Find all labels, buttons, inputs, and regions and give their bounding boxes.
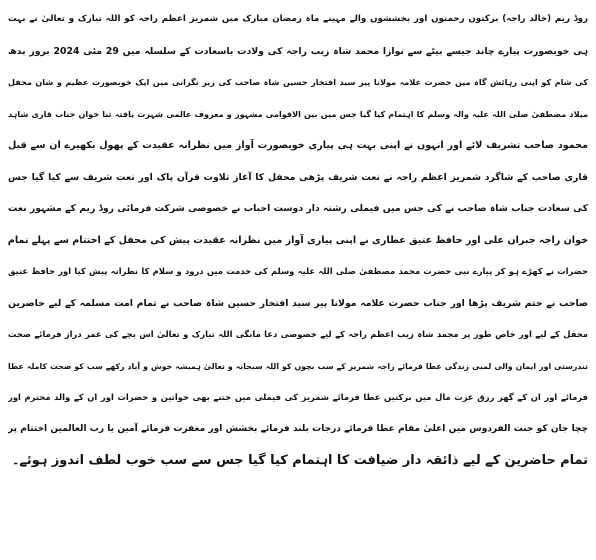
article-line: قاری صاحب کے شاگرد شمریز اعظم راجہ نے نعت شریف پڑھی محفل کا آغاز تلاوت قرآن پاک اور نعت شریف سے کیا گیا جس: [8, 171, 588, 183]
article-line: تمام حاضرین کے لیے ذائقہ دار ضیافت کا اہتمام کیا گیا جس سے سب خوب لطف اندوز ہوئے۔: [11, 453, 588, 468]
article-line: چچا جان کو جنت الفردوس میں اعلیٰ مقام عطا فرمائے درجات بلند فرمائے بخشش اور مغفرت فرمائے آمین یا رب العالمین اختتام پر: [8, 423, 588, 434]
article-line: محفل کے لیے اور خاص طور پر محمد شاہ زیب اعظم راجہ کے لیے خصوصی دعا مانگی اللہ تبارک و تعالیٰ اس بچے کی عمر دراز فرمائے صحت: [8, 329, 588, 339]
article-line: کی سعادت جناب شاہ صاحب نے کی جس میں فیملی رشتہ دار دوست احباب نے خصوصی شرکت فرمائی روڈ ریم کے مشہور نعت: [8, 203, 588, 214]
article-line: ہی خوبصورت پیارے چاند جیسے بیٹے سے نوازا محمد شاہ زیب راجہ کی ولادت باسعادت کے سلسلہ میں 29 مئی 2024 بروز بدھ: [8, 45, 588, 57]
article-line: کی شام کو اپنی رہائش گاہ میں حضرت علامہ مولانا پیر سید افتخار حسین شاہ صاحب کی زیر نگرانی میں ایک خوبصورت عظیم و شان محفل: [8, 77, 588, 87]
article-line: میلاد مصطفیٰ صلی اللہ علیہ والہ وسلم کا اہتمام کیا گیا جس میں بین الاقوامی مشہور و معروف عالمی شہرت یافتہ ثنا خوان جناب قاری شاہد: [8, 108, 588, 119]
article-line: حضرات نے کھڑے ہو کر پیارے نبی حضرت محمد مصطفیٰ صلی اللہ علیہ وسلم کی خدمت میں درود و سلام کا نظرانہ پیش کیا اور حافظ عتیق: [8, 266, 588, 276]
article-line: فرمائے اور ان کے گھر رزق عزت مال میں برکتیں عطا فرمائے شمریز کی فیملی میں جتنے بھی خواتین و حضرات اور ان کے والد محترم اور: [8, 392, 588, 402]
article-line: خوان راجہ جبران علی اور حافظ عتیق عطاری نے اپنی پیاری آواز میں نظرانہ عقیدت پیش کی محفل کے اختتام سے پہلے تمام: [8, 234, 588, 246]
article-line: تندرستی اور ایمان والی لمبی زندگی عطا فرمائے راجہ شمریز کے سب بچوں کو اللہ سبحانہ و تعالیٰ ہمیشہ خوش و آباد رکھے سب کو صحت کاملہ عطا: [8, 361, 588, 371]
article-line: صاحب نے ختم شریف پڑھا اور جناب حضرت علامہ مولانا پیر سید افتخار حسین شاہ صاحب نے تمام امت مسلمہ کے لیے حاضرین: [8, 297, 588, 309]
article-line: محمود صاحب تشریف لائے اور انہوں نے اپنی بہت ہی پیاری خوبصورت آواز میں نظرانہ عقیدت کے پھول بکھیرے ان سے قبل: [8, 140, 588, 151]
article-body: [8, 4, 588, 477]
article-line: روڈ ریم (خالد راجہ) برکتوں رحمتوں اور بخششوں والے مہینے ماہ رمضان مبارک میں شمریز اعظم راجہ کو اللہ تبارک و تعالیٰ نے بہت: [8, 14, 588, 24]
